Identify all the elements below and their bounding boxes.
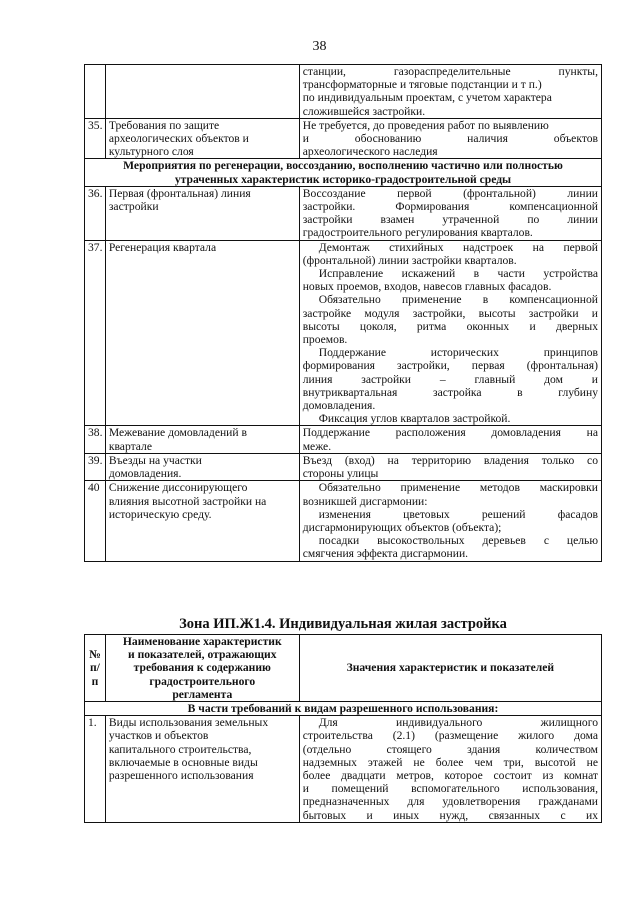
text-line: квартале — [108, 439, 152, 453]
section-heading-regeneration — [85, 159, 602, 186]
row-number: 37. — [85, 240, 106, 426]
table-header-row — [85, 635, 602, 702]
row-number: 39. — [85, 453, 106, 480]
text-line: Въезды на участки — [108, 453, 202, 467]
text-line: и показателей, отражающих — [128, 648, 277, 662]
row-number — [85, 65, 106, 119]
text-line: новых проемов, входов, навесов главных фасадов. — [302, 280, 552, 294]
row-name — [105, 65, 299, 119]
text-line: Виды использования земельных — [108, 716, 269, 730]
section-row — [85, 702, 602, 716]
zone-regulations-table — [84, 634, 602, 823]
row-number: 36. — [85, 186, 106, 240]
row-value — [299, 426, 601, 453]
text-line: Обязательно применение в компенсационной — [318, 293, 598, 307]
text-line: внутриквартальная застройка в глубину — [302, 385, 598, 399]
text-line: градостроительного — [149, 674, 256, 688]
row-name — [105, 426, 299, 453]
text-line: надземных этажей не более чем три, высотой не — [302, 755, 598, 769]
zone-title: Зона ИП.Ж1.4. Индивидуальная жилая застройка — [179, 616, 507, 632]
text-line: Мероприятия по регенерации, воссозданию, восполнению частично или полностью — [123, 159, 563, 173]
row-number: 38. — [85, 426, 106, 453]
text-line: линия застройки – главный дом и — [302, 372, 598, 386]
text-line: домовладения. — [302, 399, 376, 413]
text-line: строительства (2.1) (размещение жилого дома — [302, 729, 598, 743]
row-name — [105, 481, 299, 561]
text-line: и обоснованию наличия объектов — [302, 132, 598, 146]
text-line: археологического наследия — [302, 145, 438, 159]
text-line: смягчения эффекта дисгармонии. — [302, 547, 469, 561]
row-name — [105, 716, 299, 823]
text-line: археологических объектов и — [108, 132, 249, 146]
text-line: сложившейся застройки. — [302, 104, 426, 118]
table-row — [85, 118, 602, 159]
text-line: Обязательно применение методов маскировки — [318, 481, 598, 495]
row-value — [299, 118, 601, 159]
text-line: трансформаторные и тяговые подстанции и т п.) — [302, 78, 542, 92]
text-line: застройке модуля застройки, высоты застройки и — [302, 306, 598, 320]
text-line: Поддержание исторических принципов — [318, 346, 598, 360]
text-line: формирования застройки, первая (фронтальная) — [302, 359, 598, 373]
table-row — [85, 453, 602, 480]
text-line: Межевание домовладений в — [108, 426, 247, 440]
row-value — [299, 65, 601, 119]
text-line: проемов. — [302, 333, 348, 347]
text-line: посадки высокоствольных деревьев с целью — [318, 534, 598, 548]
text-line: Наименование характеристик — [122, 635, 282, 648]
row-number: 40 — [85, 481, 106, 561]
text-line: № — [89, 648, 101, 662]
header-name — [105, 635, 299, 702]
text-line: Для индивидуального жилищного — [318, 716, 598, 730]
table-row — [85, 426, 602, 453]
text-line: предназначенных для удовлетворения гражданами — [302, 795, 598, 809]
text-line: Исправление искажений в части устройства — [318, 267, 598, 281]
text-line: разрешенного использования — [108, 769, 254, 783]
header-value: Значения характеристик и показателей — [299, 635, 601, 702]
page-number: 38 — [312, 39, 327, 54]
section-heading-use: В части требований к видам разрешенного использования: — [85, 702, 602, 716]
text-line: застройки взамен утраченной по линии — [302, 213, 598, 227]
table-row — [85, 65, 602, 119]
text-line: застройки. Формирования компенсационной — [302, 200, 598, 214]
text-line: меже. — [302, 439, 332, 453]
text-line: и помещений вспомогательного использования, — [302, 782, 598, 796]
header-number — [85, 635, 106, 702]
row-value — [299, 716, 601, 823]
text-line: более двадцати метров, которое состоит из комнат — [302, 769, 598, 783]
row-value — [299, 240, 601, 426]
text-line: домовладения. — [108, 467, 182, 481]
row-value — [299, 186, 601, 240]
row-name — [105, 118, 299, 159]
text-line: Въезд (вход) на территорию владения только со — [302, 453, 598, 467]
text-line: (фронтальной) линии застройки кварталов. — [302, 253, 517, 267]
text-line: станции, газораспределительные пункты, — [302, 65, 598, 78]
text-line: дисгармонирующих объектов (объекта); — [302, 520, 502, 534]
text-line: Требования по защите — [108, 118, 220, 132]
text-line: утраченных характеристик историко-градостроительной среды — [174, 172, 512, 186]
text-line: стороны улицы — [302, 467, 379, 481]
text-line: Воссоздание первой (фронтальной) линии — [302, 186, 598, 200]
text-line: Демонтаж стихийных надстроек на первой — [318, 240, 598, 254]
text-line: градостроительного регулирования кварталов. — [302, 226, 533, 240]
text-line: возникшей дисгармонии: — [302, 494, 428, 508]
text-line: включаемые в основные виды — [108, 755, 258, 769]
text-line: (отдельно стоящего здания количеством — [302, 742, 598, 756]
text-line: Не требуется, до проведения работ по выявлению — [302, 118, 549, 132]
table-row — [85, 186, 602, 240]
row-value — [299, 481, 601, 561]
row-number: 35. — [85, 118, 106, 159]
text-line: п/ — [89, 661, 100, 675]
text-line: высоты цоколя, ритма оконных и дверных — [302, 319, 598, 333]
row-name — [105, 453, 299, 480]
section-row — [85, 159, 602, 186]
row-name — [105, 186, 299, 240]
text-line: Регенерация квартала — [108, 240, 217, 254]
row-value — [299, 453, 601, 480]
row-name — [105, 240, 299, 426]
text-line: изменения цветовых решений фасадов — [318, 507, 598, 521]
text-line: влияния высотной застройки на — [108, 494, 267, 508]
text-line: Фиксация углов кварталов застройкой. — [318, 412, 511, 426]
regulations-table-continued — [84, 64, 602, 562]
text-line: застройки — [108, 200, 159, 214]
text-line: Первая (фронтальная) линия — [108, 186, 251, 200]
text-line: историческую среду. — [108, 507, 212, 521]
text-line: бытовых и иных нужд, связанных с их — [302, 808, 598, 822]
table-row — [85, 240, 602, 426]
text-line: регламента — [172, 687, 233, 701]
table-row — [85, 716, 602, 823]
text-line: по индивидуальным проектам, с учетом характера — [302, 91, 552, 105]
row-number: 1. — [85, 716, 106, 823]
text-line: участков и объектов — [108, 729, 209, 743]
table-row — [85, 481, 602, 561]
text-line: Поддержание расположения домовладения на — [302, 426, 598, 440]
text-line: требования к содержанию — [133, 661, 271, 675]
text-line: капитального строительства, — [108, 742, 252, 756]
text-line: культурного слоя — [108, 145, 194, 159]
text-line: Снижение диссонирующего — [108, 481, 248, 495]
text-line: п — [91, 674, 99, 688]
